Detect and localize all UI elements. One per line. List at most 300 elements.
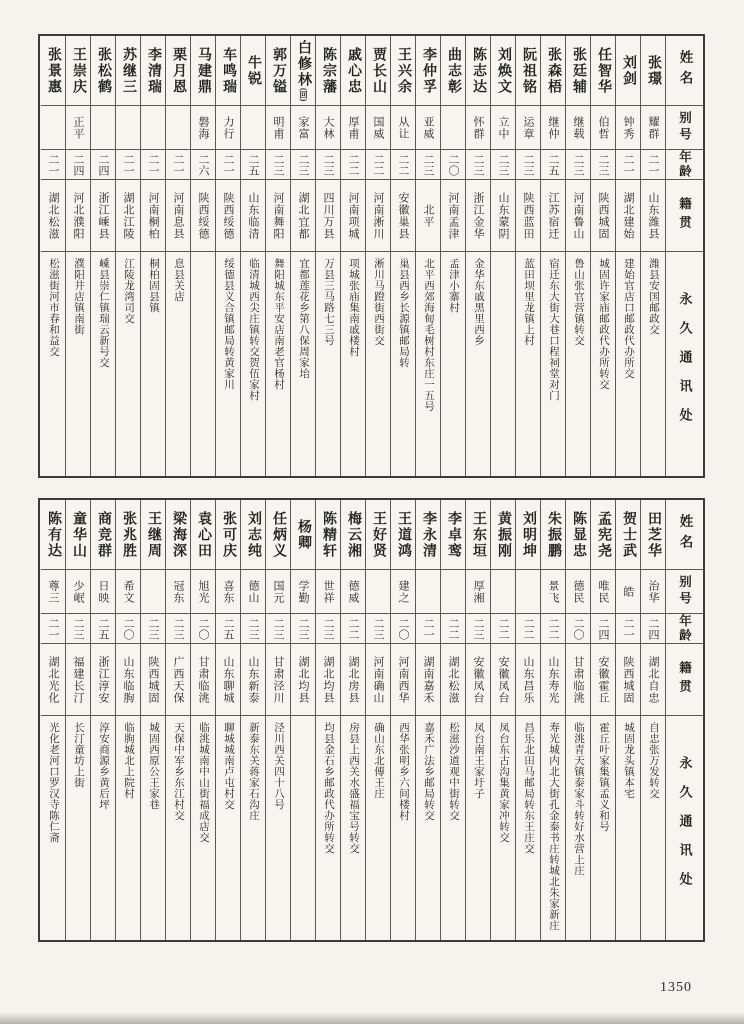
person-address-text: 霍丘叶家集镇孟义和号 — [598, 722, 609, 832]
person-address-text: 宜都莲花乡第八保周家坮 — [298, 258, 309, 379]
person-column — [415, 500, 440, 940]
person-native-place — [216, 180, 240, 252]
person-native-place-text: 甘肃临洮 — [197, 655, 209, 704]
person-native-place-text: 安徽巢县 — [397, 191, 409, 240]
person-native-place-text: 河南息县 — [172, 191, 184, 240]
person-name — [41, 500, 65, 570]
person-native-place-text: 湖北光化 — [47, 655, 59, 704]
person-age — [441, 150, 465, 180]
person-name-text: 曲志彰 — [446, 46, 461, 95]
person-native-place-text: 湖北江陵 — [122, 191, 134, 240]
person-name-text: 刘焕文 — [496, 46, 511, 95]
person-age-text: 二三 — [422, 153, 434, 176]
person-name-text: 陈有达 — [46, 510, 61, 559]
person-alias — [441, 570, 465, 614]
person-address-text: 临朐城北上院村 — [123, 722, 134, 799]
person-name-text: 任智华 — [596, 46, 611, 95]
person-native-place-text: 江苏宿迁 — [547, 191, 559, 240]
person-address — [41, 716, 65, 940]
person-address — [516, 716, 540, 940]
person-column — [115, 36, 140, 476]
person-address — [241, 252, 265, 476]
person-column — [165, 36, 190, 476]
person-age — [41, 614, 65, 644]
person-alias — [466, 570, 490, 614]
person-name-text: 陈显忠 — [571, 510, 586, 559]
person-alias-text: 厚湘 — [472, 579, 484, 604]
person-native-place — [141, 180, 165, 252]
person-address — [291, 716, 315, 940]
person-name-text: 孟宪尧 — [596, 510, 611, 559]
person-column — [590, 36, 615, 476]
person-name-text: 贾长山 — [371, 46, 386, 95]
person-age — [441, 614, 465, 644]
person-alias — [541, 106, 565, 150]
person-native-place — [566, 644, 590, 716]
person-native-place-text: 广西天保 — [172, 655, 184, 704]
person-alias — [91, 570, 115, 614]
person-address-text: 临清城西尖庄镇转交贺伍家村 — [248, 258, 259, 401]
person-alias-text: 少岷 — [72, 579, 84, 604]
person-address — [66, 252, 90, 476]
person-name — [416, 36, 440, 106]
person-age-text: 二二 — [347, 617, 359, 640]
person-native-place — [116, 644, 140, 716]
person-age — [616, 614, 640, 644]
person-alias-text: 唯民 — [597, 579, 609, 604]
person-name-text: 王东垣 — [471, 510, 486, 559]
person-address — [191, 252, 215, 476]
person-column — [65, 36, 90, 476]
person-address — [416, 716, 440, 940]
person-native-place — [291, 644, 315, 716]
person-age — [341, 150, 365, 180]
person-native-place-text: 湖北均县 — [322, 655, 334, 704]
person-name — [391, 36, 415, 106]
person-name — [366, 36, 390, 106]
person-native-place-text: 福建长汀 — [72, 655, 84, 704]
person-age — [566, 150, 590, 180]
header-native-label — [666, 644, 703, 716]
person-name — [266, 36, 290, 106]
person-name-text: 陈宗藩 — [321, 46, 336, 95]
person-name-text: 张景惠 — [46, 46, 61, 95]
person-address-text: 房县上西关水盛福宝号转交 — [348, 722, 359, 854]
person-native-place — [191, 180, 215, 252]
person-native-place — [166, 644, 190, 716]
scan-edge — [0, 1012, 744, 1024]
person-alias — [66, 106, 90, 150]
person-alias — [266, 106, 290, 150]
header-alias-label-text: 别号 — [677, 111, 692, 144]
person-address-text: 淳安商源乡黄后坪 — [98, 722, 109, 810]
person-age — [291, 614, 315, 644]
person-column — [590, 500, 615, 940]
person-age — [141, 614, 165, 644]
person-age — [391, 150, 415, 180]
person-alias — [241, 106, 265, 150]
person-address — [41, 252, 65, 476]
person-alias-text: 家富 — [297, 115, 309, 140]
person-age-text: 二三 — [522, 153, 534, 176]
person-age-text: 二三 — [322, 153, 334, 176]
person-native-place — [391, 180, 415, 252]
person-address — [616, 252, 640, 476]
person-column — [465, 500, 490, 940]
person-name — [191, 500, 215, 570]
person-name-text: 张可庆 — [221, 510, 236, 559]
person-age-text: 二三 — [147, 617, 159, 640]
person-address — [441, 716, 465, 940]
person-native-place — [416, 644, 440, 716]
person-column — [265, 500, 290, 940]
person-age — [116, 614, 140, 644]
person-age — [641, 150, 665, 180]
person-alias-text: 建之 — [397, 579, 409, 604]
person-name — [616, 500, 640, 570]
person-native-place — [591, 180, 615, 252]
header-name-label-text: 姓名 — [677, 514, 693, 555]
person-name-text: 王道鸿 — [396, 510, 411, 559]
person-address-text: 金华东戚黑里西乡 — [473, 258, 484, 346]
person-age-text: 二三 — [472, 617, 484, 640]
person-address-text: 自忠张万发转交 — [648, 722, 659, 799]
person-alias — [291, 106, 315, 150]
person-name-text: 贺士武 — [621, 510, 636, 559]
header-age-label-text: 年龄 — [677, 614, 692, 643]
person-native-place — [541, 644, 565, 716]
person-alias-text: 伯哲 — [597, 115, 609, 140]
person-native-place-text: 山东新泰 — [247, 655, 259, 704]
person-age — [391, 614, 415, 644]
person-name-text: 王兴余 — [396, 46, 411, 95]
person-column — [440, 36, 465, 476]
person-column — [265, 36, 290, 476]
person-age — [141, 150, 165, 180]
person-alias — [91, 106, 115, 150]
person-alias — [141, 106, 165, 150]
person-name — [241, 500, 265, 570]
person-address-text: 蓝田坝里龙镇上村 — [523, 258, 534, 346]
person-column — [41, 36, 65, 476]
person-age — [291, 150, 315, 180]
person-column — [390, 500, 415, 940]
person-age — [166, 614, 190, 644]
person-alias — [191, 570, 215, 614]
person-native-place — [66, 644, 90, 716]
person-native-place — [241, 644, 265, 716]
person-age-text: 二一 — [122, 153, 134, 176]
person-age-text: 二一 — [172, 153, 184, 176]
person-native-place-text: 河南舞阳 — [272, 191, 284, 240]
person-age — [616, 150, 640, 180]
person-address-text: 城固龙头镇本宅 — [623, 722, 634, 799]
person-name-text: 任炳义 — [271, 510, 286, 559]
header-age-label-text: 年龄 — [677, 150, 692, 179]
person-alias-text: 耀群 — [647, 115, 659, 140]
person-alias — [541, 570, 565, 614]
person-native-place-text: 安徽凤台 — [472, 655, 484, 704]
person-address-text: 绥德县义合镇邮局转黄家川 — [223, 258, 234, 390]
person-native-place — [341, 644, 365, 716]
person-age — [266, 614, 290, 644]
person-alias — [391, 106, 415, 150]
person-column — [215, 500, 240, 940]
person-name-text: 王继周 — [146, 510, 161, 559]
person-native-place — [366, 644, 390, 716]
person-alias-text: 皓 — [622, 585, 634, 598]
person-native-place-text: 山东临朐 — [122, 655, 134, 704]
person-address-text: 泾川西关四十八号 — [273, 722, 284, 810]
person-alias — [516, 106, 540, 150]
person-age-text: 二二 — [372, 153, 384, 176]
person-native-place-text: 安徽凤台 — [497, 655, 509, 704]
person-name — [216, 36, 240, 106]
person-age — [591, 150, 615, 180]
person-age — [216, 614, 240, 644]
person-native-place — [266, 180, 290, 252]
person-address-text: 桐柏固县镇 — [148, 258, 159, 313]
person-alias — [291, 570, 315, 614]
person-age-text: 二五 — [547, 153, 559, 176]
person-address — [516, 252, 540, 476]
person-native-place — [516, 180, 540, 252]
person-alias — [266, 570, 290, 614]
person-age-text: 二二 — [547, 617, 559, 640]
person-alias-text: 明甫 — [272, 115, 284, 140]
person-address — [166, 252, 190, 476]
person-age-text: 二四 — [647, 617, 659, 640]
person-native-place — [66, 180, 90, 252]
person-name — [166, 500, 190, 570]
person-age-text: 二一 — [47, 153, 59, 176]
person-name — [491, 500, 515, 570]
person-name — [516, 500, 540, 570]
person-native-place — [366, 180, 390, 252]
person-name-text: 张廷辅 — [571, 46, 586, 95]
person-alias — [416, 570, 440, 614]
person-native-place-text: 湖南嘉禾 — [422, 655, 434, 704]
person-name-text: 张森梧 — [546, 46, 561, 95]
person-age — [41, 150, 65, 180]
person-age-text: 二三 — [272, 617, 284, 640]
person-native-place-text: 山东潍县 — [647, 191, 659, 240]
person-address — [316, 716, 340, 940]
header-age-label — [666, 614, 703, 644]
person-age — [91, 614, 115, 644]
person-alias — [316, 106, 340, 150]
person-alias — [566, 570, 590, 614]
person-native-place — [416, 180, 440, 252]
person-column — [115, 500, 140, 940]
person-age-text: 二一 — [47, 617, 59, 640]
person-address-text: 临洮青天镇泰家斗转好水营上庄 — [573, 722, 584, 876]
person-age-text: 二三 — [297, 153, 309, 176]
person-column — [190, 36, 215, 476]
person-native-place — [541, 180, 565, 252]
person-address — [66, 716, 90, 940]
person-column — [615, 36, 640, 476]
person-address — [466, 252, 490, 476]
person-native-place — [441, 180, 465, 252]
person-address — [116, 252, 140, 476]
person-address — [491, 252, 515, 476]
person-alias-text: 治华 — [647, 579, 659, 604]
person-age — [591, 614, 615, 644]
person-name — [66, 36, 90, 106]
person-age — [191, 614, 215, 644]
person-age — [491, 150, 515, 180]
person-alias-text: 厚甫 — [347, 115, 359, 140]
person-name — [641, 36, 665, 106]
person-alias — [641, 570, 665, 614]
person-name — [266, 500, 290, 570]
person-name — [541, 500, 565, 570]
person-address — [391, 252, 415, 476]
person-column — [640, 500, 665, 940]
person-address — [641, 252, 665, 476]
person-native-place — [291, 180, 315, 252]
person-name — [591, 500, 615, 570]
person-address — [341, 252, 365, 476]
person-address-text: 凤台南王家圩子 — [473, 722, 484, 799]
person-alias — [141, 570, 165, 614]
person-alias-text: 国威 — [372, 115, 384, 140]
person-address-text: 松滋沙道观中街转交 — [448, 722, 459, 821]
person-name — [341, 36, 365, 106]
person-address — [141, 716, 165, 940]
person-age — [541, 150, 565, 180]
person-age-text: 二一 — [147, 153, 159, 176]
person-name-text: 王好贤 — [371, 510, 386, 559]
person-alias — [441, 106, 465, 150]
person-address — [541, 716, 565, 940]
person-address-text: 城固许家庙邮政代办所转交 — [598, 258, 609, 390]
person-column — [515, 36, 540, 476]
person-alias — [41, 570, 65, 614]
person-address-text: 寿光城内北大街孔金泰书庄转城北朱家新庄 — [548, 722, 559, 931]
person-native-place-text: 山东寿光 — [547, 655, 559, 704]
person-alias — [366, 106, 390, 150]
person-address-text: 潍县安国邮政交 — [648, 258, 659, 335]
person-alias-text: 德民 — [572, 579, 584, 604]
person-alias — [366, 570, 390, 614]
header-column — [665, 500, 703, 940]
person-name — [341, 500, 365, 570]
person-alias-text: 尊三 — [47, 579, 59, 604]
person-age — [416, 150, 440, 180]
person-age — [66, 614, 90, 644]
person-name-text: 陈精轩 — [321, 510, 336, 559]
person-name — [641, 500, 665, 570]
person-address-text: 息县关店 — [173, 258, 184, 302]
person-address — [91, 716, 115, 940]
person-name-text: 李卓鸾 — [446, 510, 461, 559]
person-age-text: 二二 — [497, 617, 509, 640]
person-native-place-text: 河南淅川 — [372, 191, 384, 240]
person-native-place-text: 甘肃临洮 — [572, 655, 584, 704]
person-age — [166, 150, 190, 180]
person-name-text: 车鸣瑞 — [221, 46, 236, 95]
person-native-place-text: 湖北宜都 — [297, 191, 309, 240]
person-name — [491, 36, 515, 106]
person-address-text: 聊城城南卢屯村交 — [223, 722, 234, 810]
person-name — [566, 36, 590, 106]
person-alias-text: 磐海 — [197, 115, 209, 140]
person-address — [316, 252, 340, 476]
person-age-text: 二四 — [97, 153, 109, 176]
person-name-text: 刘剑 — [621, 54, 636, 87]
header-alias-label-text: 别号 — [677, 575, 692, 608]
person-age — [66, 150, 90, 180]
person-native-place — [166, 180, 190, 252]
person-native-place-text: 湖北房县 — [347, 655, 359, 704]
header-name-label-text: 姓名 — [677, 50, 693, 91]
person-address-text: 临洮城南中山街福成店交 — [198, 722, 209, 843]
person-column — [515, 500, 540, 940]
person-name-text: 田芝华 — [646, 510, 661, 559]
person-name — [216, 500, 240, 570]
person-name — [66, 500, 90, 570]
person-name-text: 苏继三 — [121, 46, 136, 95]
person-age — [91, 150, 115, 180]
person-native-place-text: 陕西城固 — [147, 655, 159, 704]
person-alias-text: 希文 — [122, 579, 134, 604]
person-name — [41, 36, 65, 106]
person-age-text: 二五 — [97, 617, 109, 640]
person-name-text: 牛锐 — [246, 54, 261, 87]
directory-table-top — [38, 34, 705, 478]
person-column — [290, 36, 315, 476]
person-alias-text: 世祥 — [322, 579, 334, 604]
person-age — [316, 150, 340, 180]
person-column — [290, 500, 315, 940]
person-native-place-text: 湖北松滋 — [47, 191, 59, 240]
person-native-place-text: 陕西绥德 — [197, 191, 209, 240]
person-native-place — [616, 644, 640, 716]
person-name-text: 李永清 — [421, 510, 436, 559]
person-age — [266, 150, 290, 180]
person-name-text: 白修林(回) — [296, 39, 311, 102]
person-column — [465, 36, 490, 476]
person-name-text: 戚心忠 — [346, 46, 361, 95]
person-address — [116, 716, 140, 940]
person-alias — [516, 570, 540, 614]
person-address — [216, 252, 240, 476]
person-address-text: 鲁山张官营镇转交 — [573, 258, 584, 346]
person-name — [441, 36, 465, 106]
person-age — [466, 614, 490, 644]
person-alias — [116, 106, 140, 150]
person-native-place — [216, 644, 240, 716]
person-age — [241, 614, 265, 644]
person-native-place-text: 河南桐柏 — [147, 191, 159, 240]
person-address — [166, 716, 190, 940]
person-native-place-text: 湖北建始 — [622, 191, 634, 240]
person-age-text: 二一 — [647, 153, 659, 176]
person-native-place — [391, 644, 415, 716]
person-alias-text: 继载 — [572, 115, 584, 140]
person-column — [41, 500, 65, 940]
person-age-text: 二三 — [272, 153, 284, 176]
person-alias-text: 学勤 — [297, 579, 309, 604]
person-address-text: 西华张明乡六间楼村 — [398, 722, 409, 821]
person-column — [190, 500, 215, 940]
person-alias — [566, 106, 590, 150]
person-native-place-text: 河南项城 — [347, 191, 359, 240]
person-age-text: 二三 — [472, 153, 484, 176]
person-name — [416, 500, 440, 570]
